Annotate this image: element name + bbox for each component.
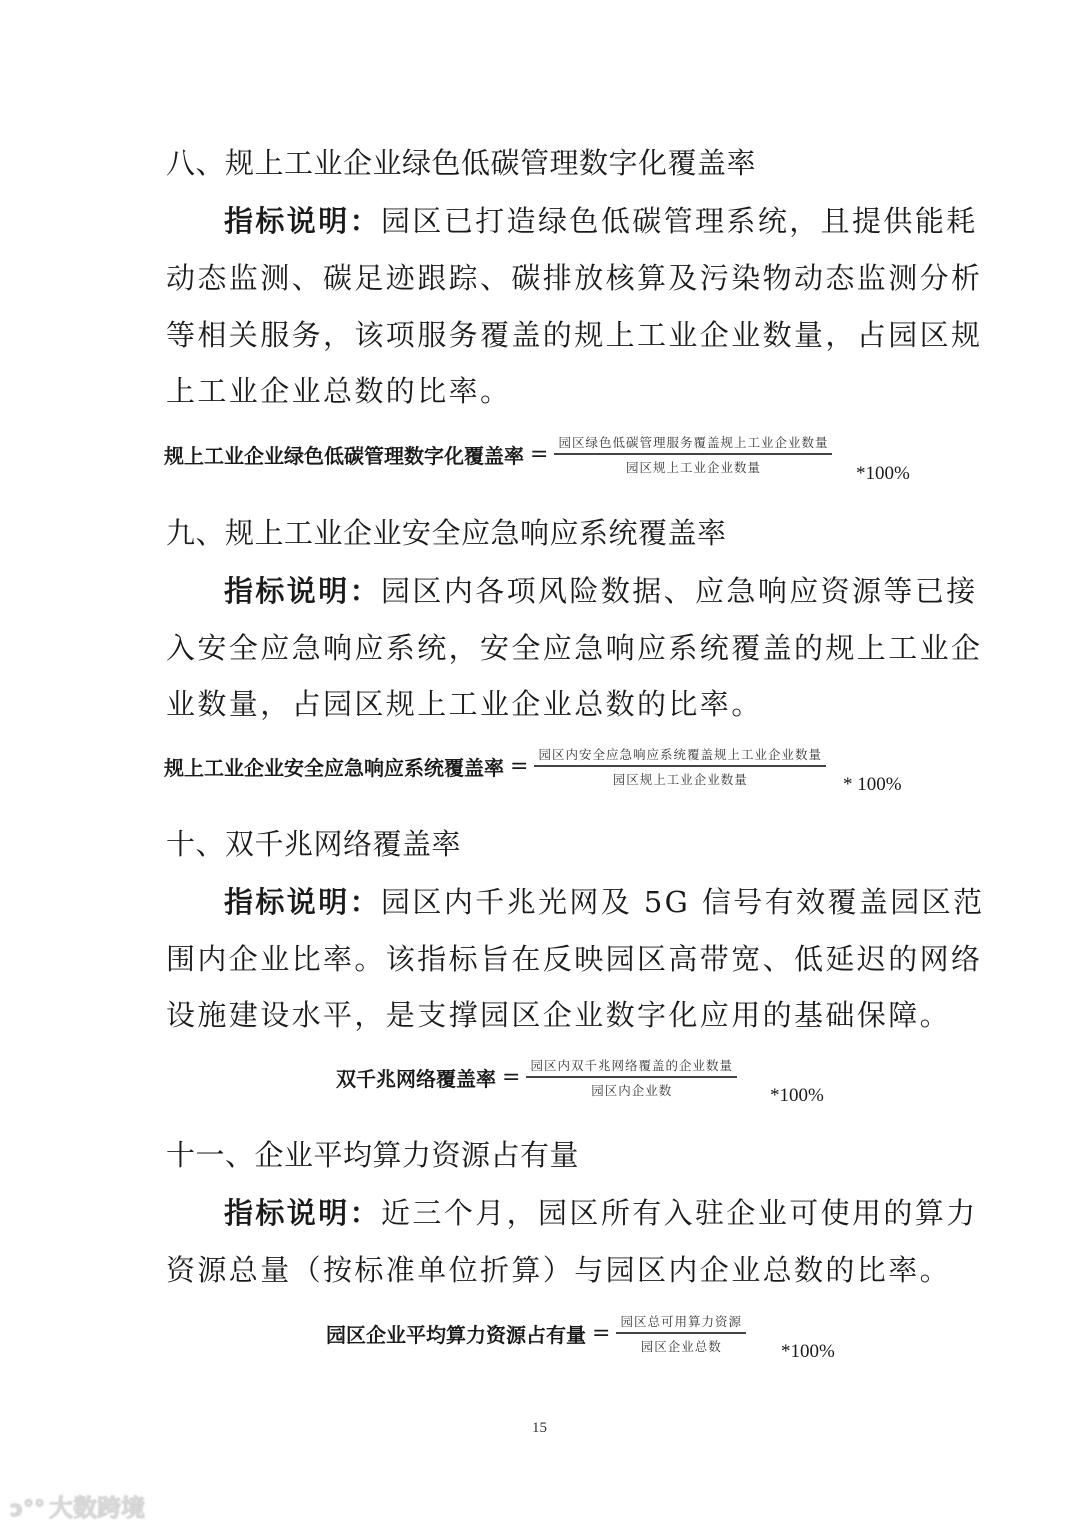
fraction	[526, 1056, 737, 1099]
equals-sign: =	[502, 1065, 521, 1090]
paragraph-line: 指标说明：园区内各项风险数据、应急响应资源等已接	[224, 574, 978, 608]
lead-label: 指标说明：	[224, 204, 382, 238]
formula-lhs: 园区企业平均算力资源占有量	[326, 1323, 586, 1347]
section-heading: 八、规上工业企业绿色低碳管理数字化覆盖率	[166, 146, 757, 180]
formula	[326, 1312, 746, 1355]
fraction	[534, 745, 826, 788]
numerator: 园区总可用算力资源	[616, 1312, 746, 1334]
numerator: 园区内安全应急响应系统覆盖规上工业企业数量	[534, 745, 826, 767]
paragraph-line: 业数量，占园区规上工业企业总数的比率。	[166, 687, 763, 721]
formula-lhs: 规上工业企业绿色低碳管理数字化覆盖率	[164, 444, 524, 468]
lead-label: 指标说明：	[224, 1196, 382, 1230]
multiplier: *100%	[781, 1341, 835, 1362]
denominator: 园区企业总数	[640, 1339, 722, 1354]
denominator: 园区内企业数	[591, 1083, 673, 1098]
paragraph-line: 设施建设水平，是支撑园区企业数字化应用的基础保障。	[166, 998, 952, 1032]
paragraph-line: 资源总量（按标准单位折算）与园区内企业总数的比率。	[166, 1253, 952, 1287]
lead-label: 指标说明：	[224, 574, 382, 608]
section-heading: 十一、企业平均算力资源占有量	[166, 1138, 580, 1172]
watermark-text: 大数跨境	[49, 1494, 146, 1522]
multiplier: * 100%	[843, 774, 902, 795]
fraction	[554, 433, 832, 476]
equals-sign: =	[530, 442, 549, 467]
denominator: 园区规上工业企业数量	[612, 772, 748, 787]
multiplier: *100%	[856, 463, 910, 484]
formula-lhs: 双千兆网络覆盖率	[336, 1067, 496, 1091]
paragraph-line: 入安全应急响应系统，安全应急响应系统覆盖的规上工业企	[166, 631, 983, 665]
paragraph-line: 指标说明：园区已打造绿色低碳管理系统，且提供能耗	[224, 204, 978, 238]
paragraph-line: 上工业企业总数的比率。	[166, 374, 512, 408]
denominator: 园区规上工业企业数量	[625, 460, 761, 475]
formula	[164, 745, 826, 788]
lead-label: 指标说明：	[224, 885, 382, 919]
numerator: 园区绿色低碳管理服务覆盖规上工业企业数量	[554, 433, 832, 455]
watermark-logo	[10, 1488, 145, 1523]
formula	[336, 1056, 737, 1099]
fraction	[616, 1312, 746, 1355]
section-heading: 九、规上工业企业安全应急响应系统覆盖率	[166, 516, 727, 550]
multiplier: *100%	[770, 1085, 824, 1106]
logo-icon: ↄ°°	[10, 1497, 46, 1522]
paragraph-line: 指标说明：近三个月，园区所有入驻企业可使用的算力	[224, 1196, 978, 1230]
section-heading: 十、双千兆网络覆盖率	[166, 827, 462, 861]
paragraph-line: 等相关服务，该项服务覆盖的规上工业企业数量，占园区规	[166, 318, 983, 352]
formula	[164, 433, 832, 476]
paragraph-line: 围内企业比率。该指标旨在反映园区高带宽、低延迟的网络	[166, 942, 983, 976]
formula-lhs: 规上工业企业安全应急响应系统覆盖率	[164, 756, 504, 780]
equals-sign: =	[592, 1321, 611, 1346]
numerator: 园区内双千兆网络覆盖的企业数量	[526, 1056, 737, 1078]
page-number: 15	[532, 1420, 547, 1436]
paragraph-line: 动态监测、碳足迹跟踪、碳排放核算及污染物动态监测分析	[166, 261, 983, 295]
equals-sign: =	[510, 754, 529, 779]
paragraph-line: 指标说明：园区内千兆光网及 5G 信号有效覆盖园区范	[224, 885, 985, 919]
